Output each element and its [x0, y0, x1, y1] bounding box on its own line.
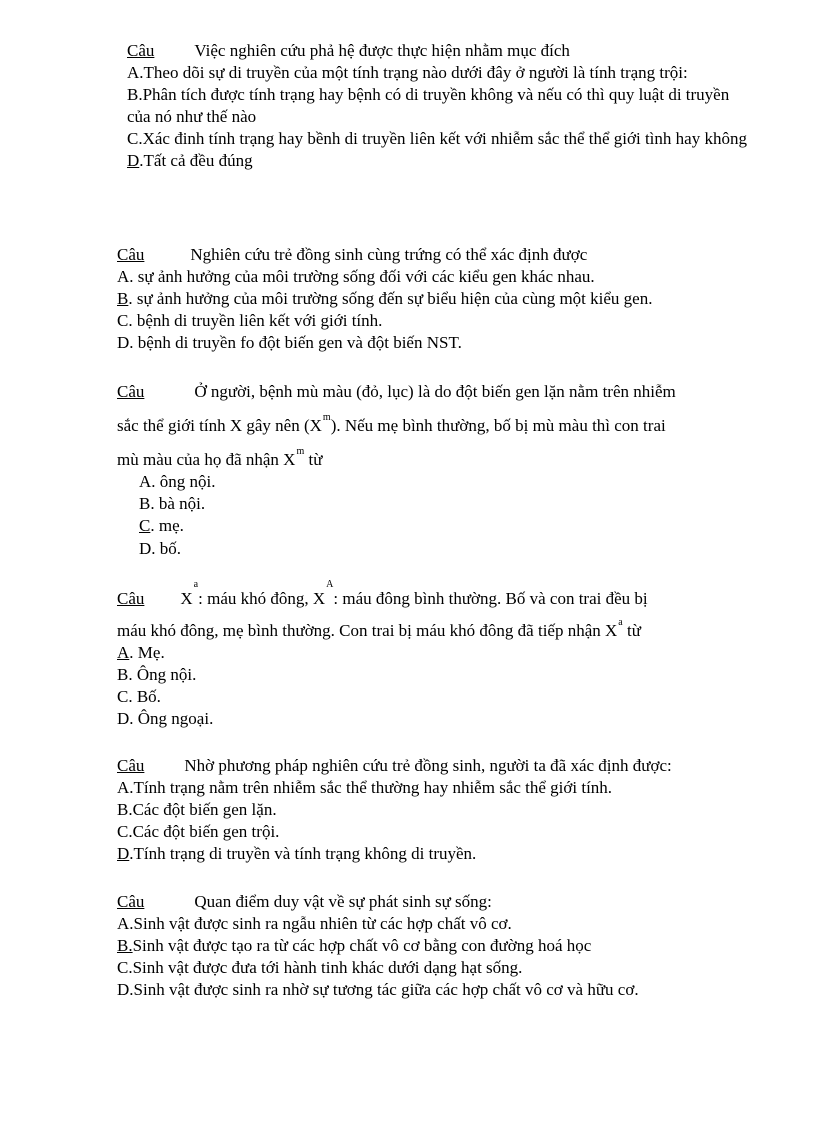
question-stem [117, 891, 757, 913]
option-c: C.Các đột biến gen trội. [117, 822, 280, 842]
answer-key: C [139, 516, 151, 536]
question-label: Câu [117, 382, 145, 401]
question-stem-line-2: máu khó đông, mẹ bình thường. Con trai bị máu khó đông đã tiếp nhận $X^a$ từ [117, 617, 641, 641]
answer-key: B [117, 289, 129, 309]
option-a: A. ông nội. [139, 472, 216, 492]
option-b: B. bà nội. [139, 494, 206, 514]
question-stem [117, 244, 757, 266]
stem-text: Quan điểm duy vật về sự phát sinh sự sống: [194, 892, 492, 911]
option-b: B.Sinh vật được tạo ra từ các hợp chất vô cơ bằng con đường hoá học [117, 936, 592, 956]
option-a: A.Theo dõi sự di truyền của một tính trạng nào dưới đây ở người là tính trạng trội: [127, 63, 688, 83]
option-d: D.Sinh vật được sinh ra nhờ sự tương tác giữa các hợp chất vô cơ và hữu cơ. [117, 980, 639, 1000]
question-3 [117, 381, 757, 560]
question-label: Câu [117, 589, 145, 608]
answer-key: D [127, 151, 140, 171]
option-a: A. Mẹ. [117, 643, 165, 663]
question-label: Câu [127, 41, 155, 60]
option-a: A. sự ảnh hưởng của môi trường sống đối với các kiểu gen khác nhau. [117, 267, 595, 287]
option-d: D. bệnh di truyền fo đột biến gen và đột biến NST. [117, 333, 462, 353]
option-d: D.Tính trạng di truyền và tính trạng không di truyền. [117, 844, 477, 864]
option-c: C. mẹ. [139, 516, 184, 536]
question-stem [127, 40, 747, 62]
answer-key: A [117, 643, 130, 663]
question-5 [117, 755, 757, 865]
option-a: A.Sinh vật được sinh ra ngẫu nhiên từ các hợp chất vô cơ. [117, 914, 512, 934]
option-c: C.Xác đinh tính trạng hay bềnh di truyền liên kết với nhiễm sắc thể thể giới tình hay không [127, 129, 747, 149]
option-d: D. Ông ngoại. [117, 709, 214, 729]
question-stem-line-2: sắc thể giới tính X gây nên $(X^m)$. Nếu mẹ bình thường, bố bị mù màu thì con trai [117, 412, 666, 436]
question-label: Câu [117, 756, 145, 775]
option-b: B.Phân tích được tính trạng hay bệnh có di truyền không và nếu có thì quy luật di truyền của nó như thế nào [127, 85, 730, 127]
option-c: C. bệnh di truyền liên kết với giới tính. [117, 311, 383, 331]
question-label: Câu [117, 245, 145, 264]
question-4 [117, 579, 757, 731]
option-c: C.Sinh vật được đưa tới hành tinh khác dưới dạng hạt sống. [117, 958, 523, 978]
question-stem-line-1: Câu Ở người, bệnh mù màu (đỏ, lục) là do đột biến gen lặn nằm trên nhiễm [117, 382, 676, 401]
option-b: B.Các đột biến gen lặn. [117, 800, 277, 820]
option-d: D.Tất cả đều đúng [127, 151, 253, 171]
option-c: C. Bố. [117, 687, 161, 707]
option-a: A.Tính trạng nằm trên nhiễm sắc thể thường hay nhiễm sắc thể giới tính. [117, 778, 613, 798]
question-stem-line-1: Câu $X^a$: máu khó đông, $X^A$: máu đông bình thường. Bố và con trai đều bị [117, 579, 648, 608]
option-b: B. sự ảnh hưởng của môi trường sống đến sự biểu hiện của cùng một kiểu gen. [117, 289, 653, 309]
question-label: Câu [117, 892, 145, 911]
option-b: B. Ông nội. [117, 665, 197, 685]
stem-text: Nghiên cứu trẻ đồng sinh cùng trứng có thể xác định được [190, 245, 588, 264]
stem-text: Nhờ phương pháp nghiên cứu trẻ đồng sinh, người ta đã xác định được: [184, 756, 672, 775]
question-2 [117, 244, 757, 354]
option-d: D. bố. [139, 538, 182, 558]
answer-key: B. [117, 936, 133, 956]
question-stem [117, 755, 757, 777]
answer-key: D [117, 844, 130, 864]
question-6 [117, 891, 757, 1001]
stem-text: Việc nghiên cứu phả hệ được thực hiện nhằm mục đích [194, 41, 570, 60]
question-1 [127, 40, 747, 173]
question-stem-line-3: mù màu của họ đã nhận $X^m$ từ [117, 446, 323, 470]
